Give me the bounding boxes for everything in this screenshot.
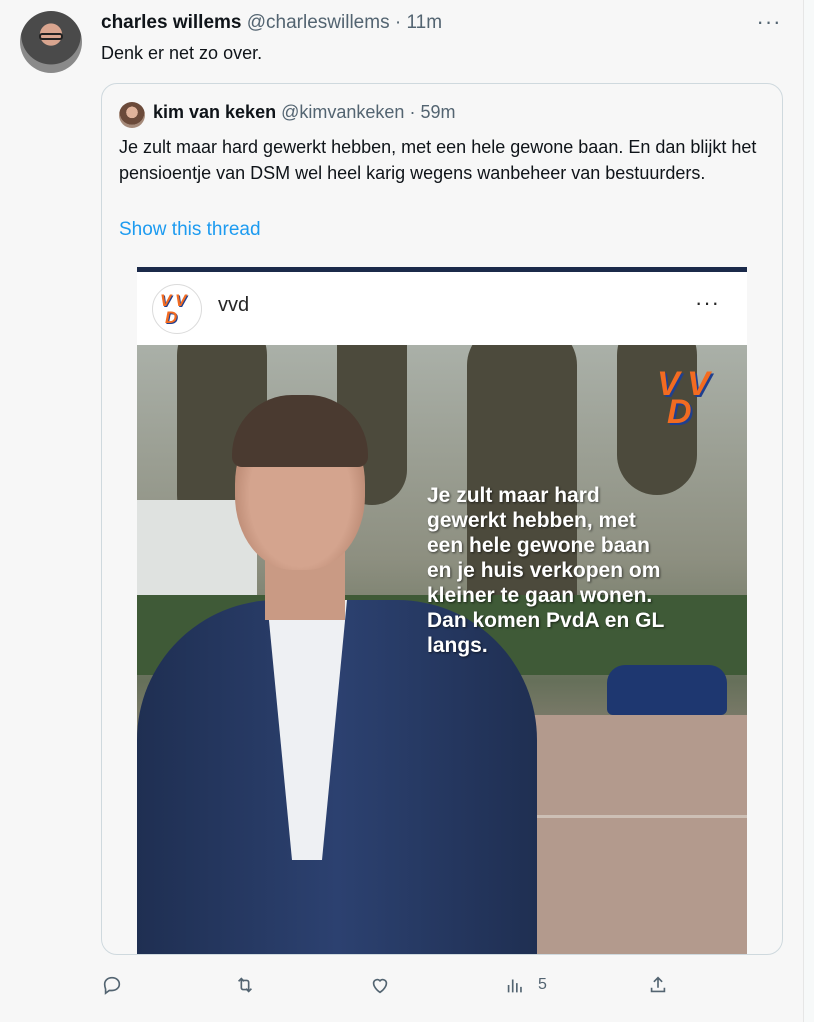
embed-more-button[interactable]: ···	[695, 290, 720, 315]
retweet-icon	[234, 974, 256, 996]
show-thread-link[interactable]: Show this thread	[119, 219, 261, 240]
separator-dot: ·	[394, 12, 402, 33]
author-handle[interactable]: @charleswillems	[246, 12, 390, 33]
embed-photo[interactable]	[137, 345, 747, 955]
tweet-time[interactable]: 11m	[406, 12, 443, 33]
avatar[interactable]	[20, 11, 82, 73]
quoted-author-handle: @kimvankeken	[281, 102, 405, 122]
quoted-text: Je zult maar hard gewerkt hebben, met een hele gewone baan. En dan blijkt het pensioentje van DSM wel heel karig wegens wanbeheer van bestuurders.	[119, 137, 757, 183]
reply-icon	[101, 974, 123, 996]
quoted-tweet[interactable]	[101, 83, 783, 955]
views-count: 5	[538, 976, 547, 993]
author-name[interactable]: charles willems	[101, 12, 242, 33]
retweet-button[interactable]	[234, 970, 256, 1000]
vvd-logo-large: V V D	[657, 365, 710, 431]
separator-dot: ·	[409, 102, 416, 122]
quoted-author-name: kim van keken	[153, 102, 277, 122]
photo-caption-text: Je zult maar hard gewerkt hebben, met een hele gewone baan en je huis verkopen om kleiner te gaan wonen. Dan komen PvdA en GL langs.	[427, 484, 665, 657]
reply-button[interactable]	[101, 970, 123, 1000]
quoted-avatar[interactable]	[119, 102, 145, 128]
share-button[interactable]	[647, 970, 669, 1000]
embed-username[interactable]: vvd	[218, 294, 250, 316]
quoted-time: 59m	[420, 102, 456, 122]
tweet-actions	[101, 970, 701, 1000]
tweet-text: Denk er net zo over.	[101, 43, 263, 63]
embed-header	[137, 272, 747, 345]
vvd-logo[interactable]: V V D	[152, 284, 202, 334]
views-icon	[504, 974, 526, 996]
heart-icon	[369, 974, 391, 996]
instagram-embed[interactable]	[137, 267, 747, 955]
share-icon	[647, 974, 669, 996]
glasses-detail	[39, 33, 63, 40]
views-button[interactable]	[504, 970, 547, 1000]
more-options-button[interactable]: ···	[756, 9, 782, 34]
like-button[interactable]	[369, 970, 391, 1000]
car-shape	[607, 665, 727, 715]
quoted-header	[153, 102, 455, 123]
tweet-header	[101, 12, 442, 34]
